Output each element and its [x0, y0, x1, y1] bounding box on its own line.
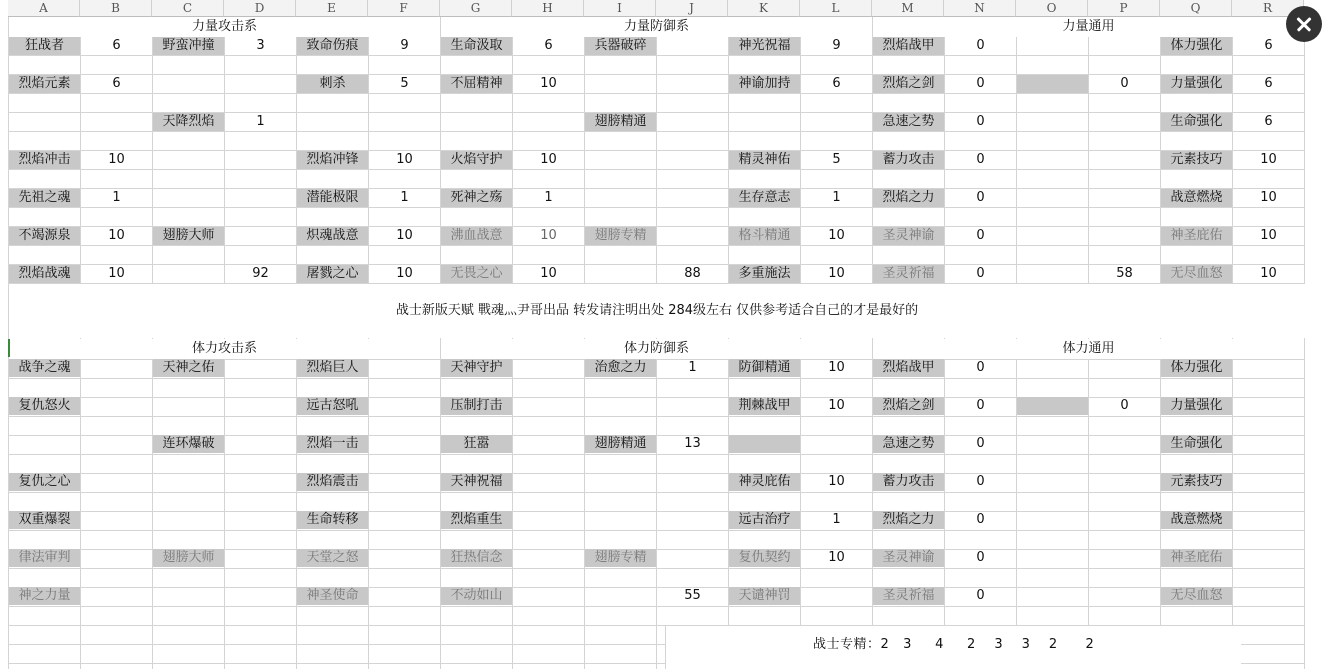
- talent-points-cell[interactable]: 10: [828, 266, 845, 281]
- gridline: [1304, 17, 1305, 669]
- talent-name-cell[interactable]: 神圣庇佑: [1161, 227, 1232, 245]
- talent-points-cell[interactable]: 92: [252, 266, 269, 281]
- talent-points-cell[interactable]: 1: [256, 114, 265, 129]
- talent-name-cell[interactable]: 烈焰之力: [873, 189, 944, 207]
- section-title: 体力通用: [873, 339, 1304, 359]
- talent-name-cell[interactable]: 蓄力攻击: [873, 151, 944, 169]
- talent-name-cell[interactable]: 战意燃烧: [1161, 189, 1232, 207]
- gridline: [8, 93, 1304, 94]
- talent-points-cell[interactable]: 0: [976, 360, 985, 375]
- talent-points-cell[interactable]: 1: [832, 190, 841, 205]
- spreadsheet-view[interactable]: [8, 0, 1306, 669]
- gridline: [8, 150, 1304, 151]
- section-title: 力量攻击系: [9, 17, 440, 37]
- talent-points-cell[interactable]: 0: [976, 228, 985, 243]
- column-header[interactable]: R: [1232, 0, 1304, 17]
- talent-name-cell[interactable]: 复仇之心: [9, 473, 80, 491]
- talent-points-cell[interactable]: 10: [540, 76, 557, 91]
- talent-name-cell[interactable]: 烈焰一击: [297, 435, 368, 453]
- talent-name-cell[interactable]: 天降烈焰: [153, 113, 224, 131]
- talent-name-cell[interactable]: 烈焰震击: [297, 473, 368, 491]
- talent-points-cell[interactable]: 10: [828, 398, 845, 413]
- gridline: [8, 188, 1304, 189]
- talent-name-cell[interactable]: 屠戮之心: [297, 265, 368, 283]
- talent-name-cell[interactable]: 天神之佑: [153, 359, 224, 377]
- talent-points-cell[interactable]: 6: [1264, 38, 1273, 53]
- gridline: [8, 568, 1304, 569]
- talent-name-cell[interactable]: 烈焰之力: [873, 511, 944, 529]
- talent-name-cell[interactable]: 力量强化: [1161, 75, 1232, 93]
- banner-text: 战士新版天赋 戰魂灬尹哥出品 转发请注明出处 284级左右 仅供参考适合自己的才是最好的: [9, 284, 1305, 338]
- talent-name-cell[interactable]: 体力强化: [1161, 359, 1232, 377]
- talent-points-cell[interactable]: 10: [1260, 228, 1277, 243]
- talent-points-cell[interactable]: 13: [684, 436, 701, 451]
- talent-points-cell[interactable]: 6: [112, 38, 121, 53]
- talent-points-cell[interactable]: 0: [976, 588, 985, 603]
- talent-name-cell[interactable]: 复仇怒火: [9, 397, 80, 415]
- talent-name-cell[interactable]: 元素技巧: [1161, 151, 1232, 169]
- talent-name-cell[interactable]: 无畏之心: [441, 265, 512, 283]
- shaded-cell[interactable]: [729, 435, 800, 453]
- talent-name-cell[interactable]: 多重施法: [729, 265, 800, 283]
- talent-name-cell[interactable]: 潜能极限: [297, 189, 368, 207]
- talent-name-cell[interactable]: 翅膀大师: [153, 549, 224, 567]
- talent-points-cell[interactable]: 0: [976, 152, 985, 167]
- talent-name-cell[interactable]: 急速之势: [873, 435, 944, 453]
- section-title: 体力攻击系: [9, 339, 440, 359]
- column-header[interactable]: N: [944, 0, 1016, 17]
- talent-name-cell[interactable]: 无尽血怒: [1161, 265, 1232, 283]
- talent-points-cell[interactable]: 0: [1120, 76, 1129, 91]
- column-header[interactable]: K: [728, 0, 800, 17]
- gridline: [8, 207, 1304, 208]
- talent-name-cell[interactable]: 神圣庇佑: [1161, 549, 1232, 567]
- talent-name-cell[interactable]: 压制打击: [441, 397, 512, 415]
- talent-name-cell[interactable]: 圣灵祈福: [873, 265, 944, 283]
- talent-points-cell[interactable]: 10: [396, 266, 413, 281]
- talent-name-cell[interactable]: 复仇契约: [729, 549, 800, 567]
- talent-name-cell[interactable]: 天谴神罚: [729, 587, 800, 605]
- column-header[interactable]: G: [440, 0, 512, 17]
- talent-name-cell[interactable]: 格斗精通: [729, 227, 800, 245]
- talent-name-cell[interactable]: 先祖之魂: [9, 189, 80, 207]
- talent-points-cell[interactable]: 6: [832, 76, 841, 91]
- talent-points-cell[interactable]: 3: [256, 38, 265, 53]
- talent-points-cell[interactable]: 6: [544, 38, 553, 53]
- talent-name-cell[interactable]: 翅膀精通: [585, 435, 656, 453]
- talent-name-cell[interactable]: 烈焰巨人: [297, 359, 368, 377]
- footer-summary: 战士专精：2 3 4 2 3 3 2 2: [813, 637, 1095, 652]
- column-header[interactable]: O: [1016, 0, 1088, 17]
- talent-name-cell[interactable]: 不屈精神: [441, 75, 512, 93]
- talent-name-cell[interactable]: 天神祝福: [441, 473, 512, 491]
- talent-name-cell[interactable]: 生命强化: [1161, 113, 1232, 131]
- talent-name-cell[interactable]: 翅膀精通: [585, 113, 656, 131]
- talent-points-cell[interactable]: 10: [828, 228, 845, 243]
- talent-name-cell[interactable]: 体力强化: [1161, 37, 1232, 55]
- column-header[interactable]: A: [8, 0, 80, 17]
- talent-points-cell[interactable]: 1: [400, 190, 409, 205]
- talent-name-cell[interactable]: 天神守护: [441, 359, 512, 377]
- gridline: [8, 169, 1304, 170]
- talent-name-cell[interactable]: 翅膀专精: [585, 549, 656, 567]
- gridline: [8, 587, 1304, 588]
- talent-name-cell[interactable]: 双重爆裂: [9, 511, 80, 529]
- talent-points-cell[interactable]: 10: [1260, 190, 1277, 205]
- talent-points-cell[interactable]: 10: [540, 228, 557, 243]
- talent-points-cell[interactable]: 0: [976, 76, 985, 91]
- talent-name-cell[interactable]: 律法审判: [9, 549, 80, 567]
- talent-name-cell[interactable]: 天堂之怒: [297, 549, 368, 567]
- talent-points-cell[interactable]: 0: [976, 550, 985, 565]
- talent-points-cell[interactable]: 10: [540, 152, 557, 167]
- talent-name-cell[interactable]: 治愈之力: [585, 359, 656, 377]
- talent-name-cell[interactable]: 荆棘战甲: [729, 397, 800, 415]
- talent-name-cell[interactable]: 烈焰冲击: [9, 151, 80, 169]
- talent-name-cell[interactable]: 生命强化: [1161, 435, 1232, 453]
- column-header[interactable]: D: [224, 0, 296, 17]
- talent-name-cell[interactable]: 神灵庇佑: [729, 473, 800, 491]
- talent-points-cell[interactable]: 9: [400, 38, 409, 53]
- selection-marker: [8, 339, 10, 357]
- talent-name-cell[interactable]: 蓄力攻击: [873, 473, 944, 491]
- section-title: 力量防御系: [441, 17, 872, 37]
- talent-name-cell[interactable]: 狂嚣: [441, 435, 512, 453]
- talent-points-cell[interactable]: 0: [976, 266, 985, 281]
- talent-points-cell[interactable]: 10: [108, 266, 125, 281]
- column-header[interactable]: C: [152, 0, 224, 17]
- gridline: [8, 454, 1304, 455]
- gridline: [8, 378, 1304, 379]
- talent-points-cell[interactable]: 10: [1260, 152, 1277, 167]
- section-title: 力量通用: [873, 17, 1304, 37]
- gridline: [8, 416, 1304, 417]
- talent-name-cell[interactable]: 元素技巧: [1161, 473, 1232, 491]
- talent-name-cell[interactable]: 远古怒吼: [297, 397, 368, 415]
- talent-name-cell[interactable]: 烈焰战甲: [873, 37, 944, 55]
- talent-name-cell[interactable]: 野蛮冲撞: [153, 37, 224, 55]
- talent-points-cell[interactable]: 6: [112, 76, 121, 91]
- talent-name-cell[interactable]: 圣灵祈福: [873, 587, 944, 605]
- talent-points-cell[interactable]: 1: [688, 360, 697, 375]
- gridline: [8, 492, 1304, 493]
- gridline: [8, 473, 1304, 474]
- talent-name-cell[interactable]: 兵器破碎: [585, 37, 656, 55]
- talent-points-cell[interactable]: 10: [828, 474, 845, 489]
- talent-name-cell[interactable]: 火焰守护: [441, 151, 512, 169]
- talent-points-cell[interactable]: 10: [108, 152, 125, 167]
- shaded-cell[interactable]: [1017, 397, 1088, 415]
- talent-name-cell[interactable]: 远古治疗: [729, 511, 800, 529]
- talent-name-cell[interactable]: 烈焰冲锋: [297, 151, 368, 169]
- talent-points-cell[interactable]: 10: [540, 266, 557, 281]
- shaded-cell[interactable]: [1017, 75, 1088, 93]
- talent-name-cell[interactable]: 生存意志: [729, 189, 800, 207]
- gridline: [8, 530, 1304, 531]
- talent-points-cell[interactable]: 9: [832, 38, 841, 53]
- column-header[interactable]: L: [800, 0, 872, 17]
- talent-name-cell[interactable]: 圣灵神谕: [873, 227, 944, 245]
- column-header[interactable]: H: [512, 0, 584, 17]
- gridline: [8, 511, 1304, 512]
- column-header[interactable]: M: [872, 0, 944, 17]
- talent-name-cell[interactable]: 圣灵神谕: [873, 549, 944, 567]
- talent-points-cell[interactable]: 0: [976, 436, 985, 451]
- talent-points-cell[interactable]: 1: [544, 190, 553, 205]
- gridline: [8, 55, 1304, 56]
- talent-name-cell[interactable]: 战意燃烧: [1161, 511, 1232, 529]
- talent-points-cell[interactable]: 10: [396, 228, 413, 243]
- talent-name-cell[interactable]: 急速之势: [873, 113, 944, 131]
- talent-name-cell[interactable]: 刺杀: [297, 75, 368, 93]
- talent-name-cell[interactable]: 无尽血怒: [1161, 587, 1232, 605]
- column-header[interactable]: E: [296, 0, 368, 17]
- close-icon[interactable]: [1286, 6, 1322, 42]
- talent-points-cell[interactable]: 10: [108, 228, 125, 243]
- talent-name-cell[interactable]: 烈焰重生: [441, 511, 512, 529]
- talent-name-cell[interactable]: 防御精通: [729, 359, 800, 377]
- talent-points-cell[interactable]: 10: [396, 152, 413, 167]
- talent-points-cell[interactable]: 1: [112, 190, 121, 205]
- talent-name-cell[interactable]: 烈焰战魂: [9, 265, 80, 283]
- talent-name-cell[interactable]: 狂热信念: [441, 549, 512, 567]
- talent-name-cell[interactable]: 战争之魂: [9, 359, 80, 377]
- talent-points-cell[interactable]: 0: [976, 474, 985, 489]
- talent-points-cell[interactable]: 10: [828, 360, 845, 375]
- talent-name-cell[interactable]: 沸血战意: [441, 227, 512, 245]
- column-header[interactable]: Q: [1160, 0, 1232, 17]
- talent-name-cell[interactable]: 神光祝福: [729, 37, 800, 55]
- talent-name-cell[interactable]: 连环爆破: [153, 435, 224, 453]
- talent-name-cell[interactable]: 不动如山: [441, 587, 512, 605]
- talent-name-cell[interactable]: 不竭源泉: [9, 227, 80, 245]
- talent-points-cell[interactable]: 6: [1264, 114, 1273, 129]
- talent-name-cell[interactable]: 死神之殇: [441, 189, 512, 207]
- talent-name-cell[interactable]: 神谕加持: [729, 75, 800, 93]
- talent-points-cell[interactable]: 0: [976, 190, 985, 205]
- talent-name-cell[interactable]: 神之力量: [9, 587, 80, 605]
- talent-name-cell[interactable]: 翅膀大师: [153, 227, 224, 245]
- gridline: [8, 131, 1304, 132]
- talent-points-cell[interactable]: 10: [1260, 266, 1277, 281]
- column-header[interactable]: F: [368, 0, 440, 17]
- gridline: [8, 606, 1304, 607]
- talent-points-cell[interactable]: 5: [400, 76, 409, 91]
- talent-name-cell[interactable]: 神圣使命: [297, 587, 368, 605]
- talent-name-cell[interactable]: 生命汲取: [441, 37, 512, 55]
- talent-points-cell[interactable]: 58: [1116, 266, 1133, 281]
- talent-points-cell[interactable]: 1: [832, 512, 841, 527]
- talent-name-cell[interactable]: 烈焰战甲: [873, 359, 944, 377]
- talent-points-cell[interactable]: 5: [832, 152, 841, 167]
- column-header[interactable]: B: [80, 0, 152, 17]
- talent-points-cell[interactable]: 0: [976, 38, 985, 53]
- talent-name-cell[interactable]: 翅膀专精: [585, 227, 656, 245]
- section-title: 体力防御系: [441, 339, 872, 359]
- talent-points-cell[interactable]: 55: [684, 588, 701, 603]
- column-header[interactable]: I: [584, 0, 656, 17]
- talent-points-cell[interactable]: 6: [1264, 76, 1273, 91]
- talent-points-cell[interactable]: 0: [976, 114, 985, 129]
- talent-name-cell[interactable]: 力量强化: [1161, 397, 1232, 415]
- column-header[interactable]: P: [1088, 0, 1160, 17]
- talent-name-cell[interactable]: 炽魂战意: [297, 227, 368, 245]
- column-header[interactable]: J: [656, 0, 728, 17]
- talent-points-cell[interactable]: 88: [684, 266, 701, 281]
- talent-points-cell[interactable]: 0: [976, 398, 985, 413]
- gridline: [8, 245, 1304, 246]
- talent-name-cell[interactable]: 烈焰之剑: [873, 75, 944, 93]
- talent-name-cell[interactable]: 烈焰之剑: [873, 397, 944, 415]
- talent-points-cell[interactable]: 0: [1120, 398, 1129, 413]
- talent-name-cell[interactable]: 致命伤痕: [297, 37, 368, 55]
- talent-name-cell[interactable]: 精灵神佑: [729, 151, 800, 169]
- talent-name-cell[interactable]: 烈焰元素: [9, 75, 80, 93]
- talent-name-cell[interactable]: 狂战者: [9, 37, 80, 55]
- talent-points-cell[interactable]: 10: [828, 550, 845, 565]
- talent-points-cell[interactable]: 0: [976, 512, 985, 527]
- talent-name-cell[interactable]: 生命转移: [297, 511, 368, 529]
